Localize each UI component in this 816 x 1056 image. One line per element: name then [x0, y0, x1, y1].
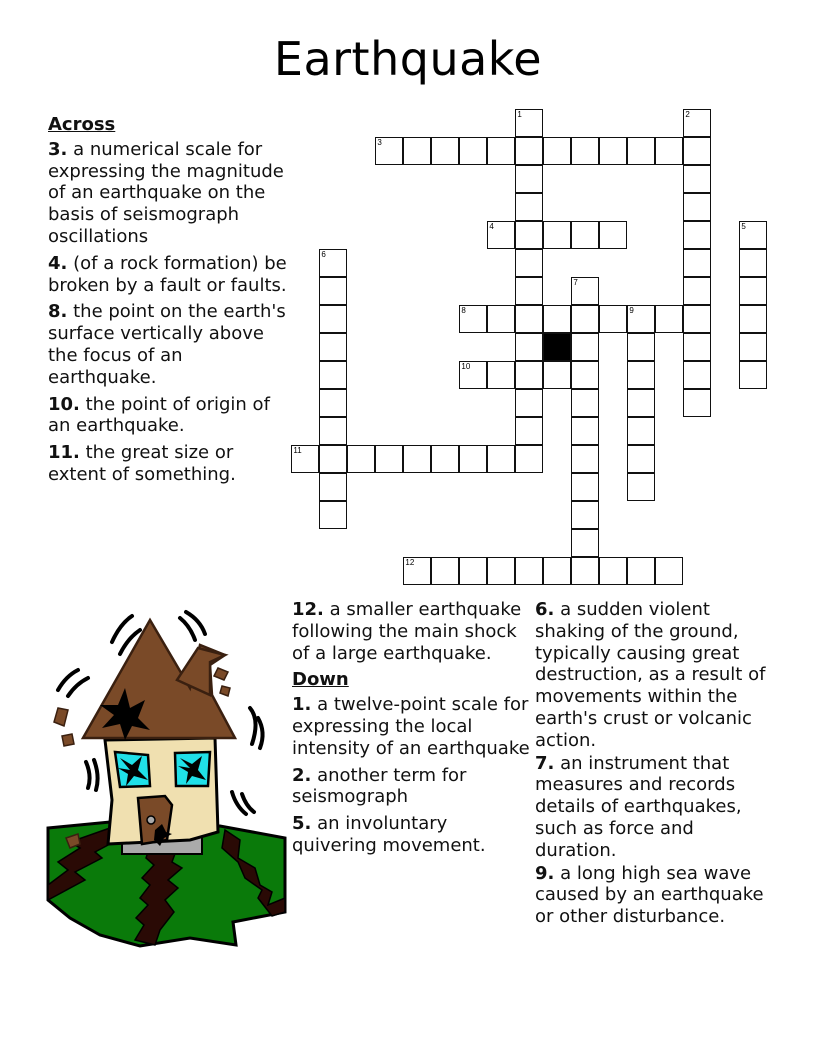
grid-cell[interactable]	[319, 249, 347, 277]
cell-number-label: 4	[489, 222, 494, 232]
clue-across-10	[48, 394, 288, 438]
grid-cell[interactable]	[683, 221, 711, 249]
grid-cell[interactable]	[515, 389, 543, 417]
clue-down-2	[292, 765, 532, 809]
grid-cell[interactable]	[459, 305, 487, 333]
grid-cell[interactable]	[683, 389, 711, 417]
grid-cell[interactable]	[515, 137, 543, 165]
grid-cell[interactable]	[515, 109, 543, 137]
grid-cell[interactable]	[571, 361, 599, 389]
grid-cell[interactable]	[571, 501, 599, 529]
grid-cell[interactable]	[347, 445, 375, 473]
grid-cell[interactable]	[571, 445, 599, 473]
grid-cell[interactable]	[571, 417, 599, 445]
cell-number-label: 2	[685, 110, 690, 120]
grid-cell[interactable]	[459, 445, 487, 473]
clue-number: 3.	[48, 138, 68, 160]
puzzle-title: Earthquake	[273, 32, 543, 86]
house-roof	[83, 620, 235, 738]
grid-cell[interactable]	[655, 137, 683, 165]
grid-cell[interactable]	[515, 557, 543, 585]
grid-cell[interactable]	[403, 445, 431, 473]
grid-cell[interactable]	[683, 165, 711, 193]
across-clues	[48, 114, 288, 491]
grid-cell[interactable]	[627, 557, 655, 585]
grid-cell[interactable]	[683, 193, 711, 221]
grid-cell[interactable]	[599, 221, 627, 249]
grid-cell[interactable]	[571, 221, 599, 249]
grid-cell[interactable]	[515, 445, 543, 473]
grid-cell[interactable]	[515, 417, 543, 445]
grid-cell[interactable]	[431, 445, 459, 473]
clue-text: an involuntary quivering movement.	[292, 813, 486, 856]
grid-cell[interactable]	[431, 137, 459, 165]
grid-cell[interactable]	[627, 389, 655, 417]
grid-cell[interactable]	[655, 305, 683, 333]
clue-down-6	[535, 599, 775, 752]
grid-cell[interactable]	[487, 361, 515, 389]
grid-cell[interactable]	[487, 221, 515, 249]
grid-cell[interactable]	[739, 361, 767, 389]
clue-number: 10.	[48, 393, 80, 415]
grid-cell[interactable]	[683, 249, 711, 277]
clue-across-8	[48, 301, 288, 388]
grid-cell[interactable]	[571, 557, 599, 585]
grid-cell[interactable]	[291, 445, 319, 473]
clue-down-1	[292, 694, 532, 759]
grid-cell[interactable]	[599, 305, 627, 333]
grid-cell[interactable]	[739, 277, 767, 305]
grid-cell[interactable]	[571, 389, 599, 417]
clue-text: (of a rock formation) be broken by a fault or faults.	[48, 252, 287, 296]
grid-cell[interactable]	[319, 501, 347, 529]
clue-across-3	[48, 139, 288, 248]
cell-number-label: 10	[461, 362, 471, 372]
grid-cell[interactable]	[543, 305, 571, 333]
cell-number-label: 8	[461, 306, 466, 316]
clue-text: the point on the earth's surface vertically above the focus of an earthquake.	[48, 301, 286, 388]
clue-text: a numerical scale for expressing the magnitude of an earthquake on the basis of seismograph oscillations	[48, 138, 284, 247]
middle-clues	[292, 599, 532, 862]
clue-down-7	[535, 753, 775, 862]
grid-cell[interactable]	[683, 277, 711, 305]
grid-cell[interactable]	[627, 417, 655, 445]
grid-cell[interactable]	[319, 445, 347, 473]
clue-text: another term for seismograph	[292, 764, 467, 808]
grid-cell[interactable]	[683, 361, 711, 389]
clue-number: 1.	[292, 694, 312, 716]
cell-number-label: 11	[293, 446, 302, 456]
clue-number: 11.	[48, 442, 80, 464]
clue-down-9	[535, 863, 775, 928]
across-header: Across	[48, 114, 116, 135]
clue-across-11	[48, 442, 288, 486]
grid-cell[interactable]	[599, 137, 627, 165]
grid-cell[interactable]	[571, 333, 599, 361]
debris-icon	[62, 734, 74, 746]
grid-cell[interactable]	[375, 137, 403, 165]
clue-number: 2.	[292, 764, 312, 786]
grid-cell[interactable]	[319, 333, 347, 361]
cell-number-label: 6	[321, 250, 326, 260]
clue-number: 12.	[292, 599, 324, 620]
clue-number: 8.	[48, 301, 68, 323]
grid-cell[interactable]	[487, 557, 515, 585]
door-knob	[147, 816, 155, 824]
clue-text: a smaller earthquake following the main shock of a large earthquake.	[292, 599, 522, 664]
grid-cell[interactable]	[571, 305, 599, 333]
clue-number: 6.	[535, 599, 555, 620]
grid-cell[interactable]	[515, 333, 543, 361]
grid-cell[interactable]	[683, 333, 711, 361]
down-header: Down	[292, 669, 349, 691]
grid-cell[interactable]	[515, 277, 543, 305]
clue-number: 7.	[535, 752, 555, 774]
clue-number: 9.	[535, 862, 555, 884]
cell-number-label: 3	[377, 138, 382, 148]
clue-number: 5.	[292, 813, 312, 835]
clue-text: the great size or extent of something.	[48, 442, 236, 485]
grid-cell[interactable]	[515, 361, 543, 389]
grid-cell[interactable]	[543, 137, 571, 165]
grid-cell[interactable]	[739, 249, 767, 277]
grid-cell[interactable]	[739, 305, 767, 333]
grid-cell[interactable]	[543, 557, 571, 585]
grid-cell[interactable]	[515, 193, 543, 221]
grid-cell[interactable]	[487, 445, 515, 473]
clue-text: an instrument that measures and records details of earthquakes, such as force and duration.	[535, 752, 742, 861]
grid-cell[interactable]	[627, 445, 655, 473]
grid-cell[interactable]	[571, 529, 599, 557]
grid-cell[interactable]	[515, 249, 543, 277]
clue-down-5	[292, 813, 532, 857]
cell-number-label: 5	[741, 222, 746, 232]
grid-cell[interactable]	[683, 137, 711, 165]
debris-icon	[220, 686, 230, 696]
cell-number-label: 1	[517, 110, 522, 120]
grid-cell[interactable]	[319, 417, 347, 445]
debris-icon	[214, 668, 228, 680]
grid-cell[interactable]	[655, 557, 683, 585]
grid-cell[interactable]	[487, 305, 515, 333]
grid-cell[interactable]	[683, 305, 711, 333]
grid-cell[interactable]	[319, 277, 347, 305]
debris-icon	[54, 708, 68, 726]
grid-cell[interactable]	[459, 557, 487, 585]
clue-number: 4.	[48, 252, 68, 274]
grid-cell[interactable]	[627, 137, 655, 165]
clue-text: the point of origin of an earthquake.	[48, 393, 270, 437]
cell-number-label: 7	[573, 278, 578, 288]
shaking-house-illustration	[40, 600, 290, 950]
grid-cell[interactable]	[739, 221, 767, 249]
grid-cell[interactable]	[515, 305, 543, 333]
grid-cell[interactable]	[431, 557, 459, 585]
grid-block	[543, 333, 571, 361]
grid-cell[interactable]	[739, 333, 767, 361]
grid-cell[interactable]	[543, 221, 571, 249]
grid-cell[interactable]	[319, 361, 347, 389]
grid-cell[interactable]	[459, 137, 487, 165]
grid-cell[interactable]	[319, 473, 347, 501]
grid-cell[interactable]	[375, 445, 403, 473]
grid-cell[interactable]	[627, 333, 655, 361]
right-clues	[535, 599, 775, 933]
grid-cell[interactable]	[571, 473, 599, 501]
grid-cell[interactable]	[515, 165, 543, 193]
grid-cell[interactable]	[403, 137, 431, 165]
grid-cell[interactable]	[515, 221, 543, 249]
grid-cell[interactable]	[571, 277, 599, 305]
grid-cell[interactable]	[627, 305, 655, 333]
grid-cell[interactable]	[599, 557, 627, 585]
clue-across-12	[292, 599, 532, 664]
grid-cell[interactable]	[319, 389, 347, 417]
grid-cell[interactable]	[683, 109, 711, 137]
clue-text: a sudden violent shaking of the ground, typically causing great destruction, as a result of movements within the earth's crust or volcanic action.	[535, 599, 766, 751]
clue-text: a twelve-point scale for expressing the local intensity of an earthquake	[292, 694, 530, 759]
grid-cell[interactable]	[543, 361, 571, 389]
grid-cell[interactable]	[571, 137, 599, 165]
cell-number-label: 12	[405, 558, 415, 568]
grid-cell[interactable]	[319, 305, 347, 333]
grid-cell[interactable]	[459, 361, 487, 389]
clue-across-4	[48, 253, 288, 297]
clue-text: a long high sea wave caused by an earthquake or other disturbance.	[535, 862, 764, 928]
crossword-grid	[292, 110, 796, 586]
grid-cell[interactable]	[403, 557, 431, 585]
grid-cell[interactable]	[627, 361, 655, 389]
cell-number-label: 9	[629, 306, 634, 316]
grid-cell[interactable]	[487, 137, 515, 165]
grid-cell[interactable]	[627, 473, 655, 501]
